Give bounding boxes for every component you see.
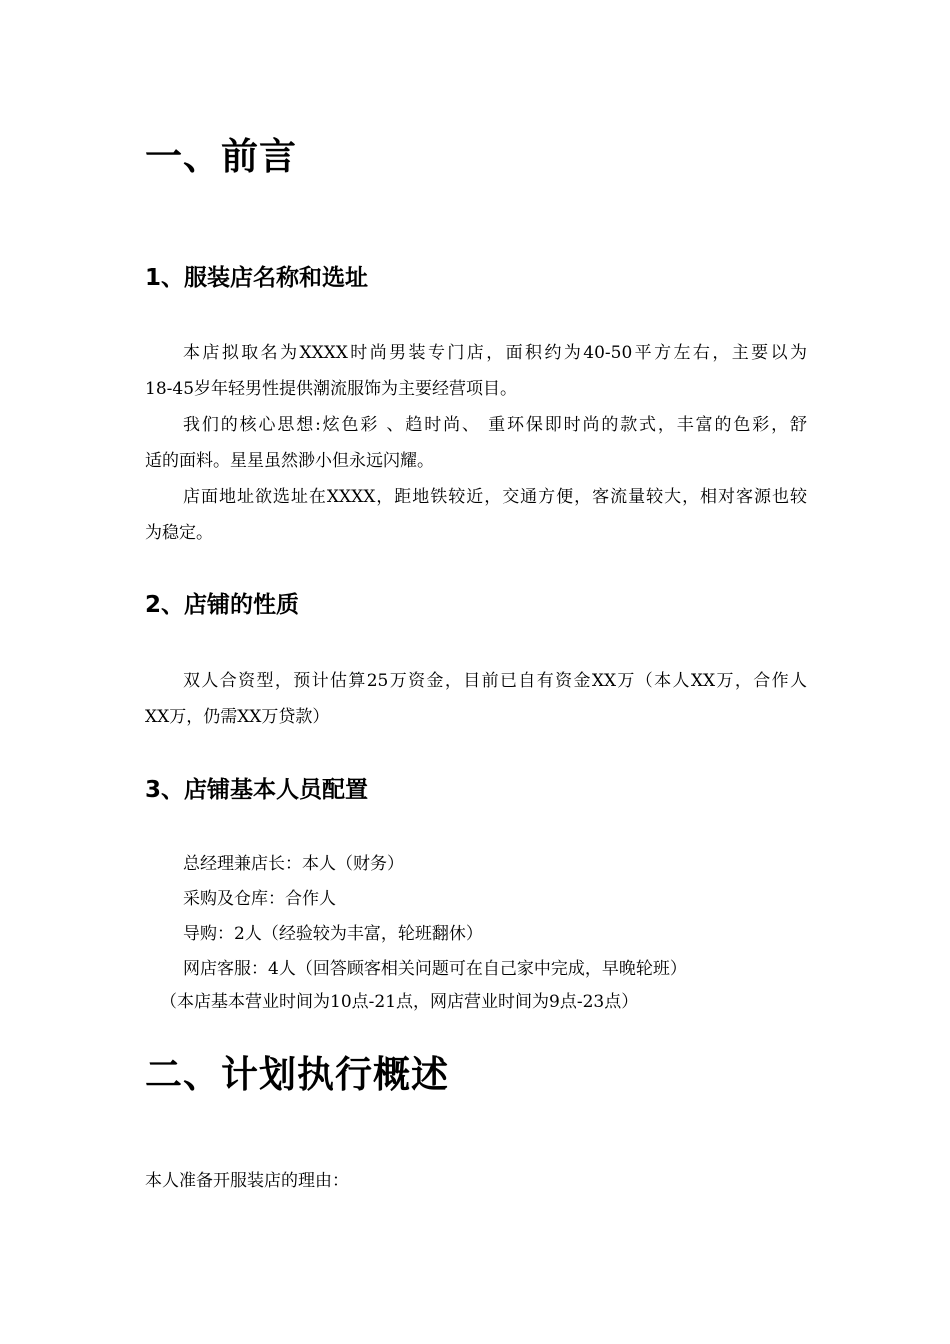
section-1-title: 一、前言 (145, 134, 297, 178)
staff-item: 网店客服：4人（回答顾客相关问题可在自己家中完成，早晚轮班） (183, 959, 687, 979)
staff-item: 导购：2人（经验较为丰富，轮班翻休） (183, 924, 483, 944)
subsection-2-title: 2、店铺的性质 (145, 592, 300, 618)
sub2-paragraph-1-line-1: 双人合资型，预计估算25万资金，目前已自有资金XX万（本人XX万，合作人 (183, 671, 807, 691)
business-hours-note: （本店基本营业时间为10点-21点，网店营业时间为9点-23点） (160, 992, 639, 1012)
sub1-paragraph-3-line-2: 为稳定。 (145, 523, 213, 543)
sub1-paragraph-1-line-1: 本店拟取名为XXXX时尚男装专门店，面积约为40-50平方左右，主要以为 (183, 343, 807, 363)
section-2-title: 二、计划执行概述 (145, 1052, 449, 1096)
subsection-3-title: 3、店铺基本人员配置 (145, 777, 369, 803)
sub1-paragraph-2-line-2: 适的面料。星星虽然渺小但永远闪耀。 (145, 451, 434, 471)
sub1-paragraph-1-line-2: 18-45岁年轻男性提供潮流服饰为主要经营项目。 (145, 379, 518, 399)
section-2-paragraph-1: 本人准备开服装店的理由： (145, 1171, 349, 1191)
sub1-paragraph-3-line-1: 店面地址欲选址在XXXX，距地铁较近，交通方便，客流量较大，相对客源也较 (183, 487, 807, 507)
subsection-1-title: 1、服装店名称和选址 (145, 265, 369, 291)
sub1-paragraph-2-line-1: 我们的核心思想:炫色彩 、趋时尚、 重环保即时尚的款式，丰富的色彩，舒 (183, 415, 807, 435)
staff-item: 总经理兼店长：本人（财务） (183, 854, 404, 874)
staff-item: 采购及仓库：合作人 (183, 889, 336, 909)
sub2-paragraph-1-line-2: XX万，仍需XX万贷款） (145, 707, 330, 727)
